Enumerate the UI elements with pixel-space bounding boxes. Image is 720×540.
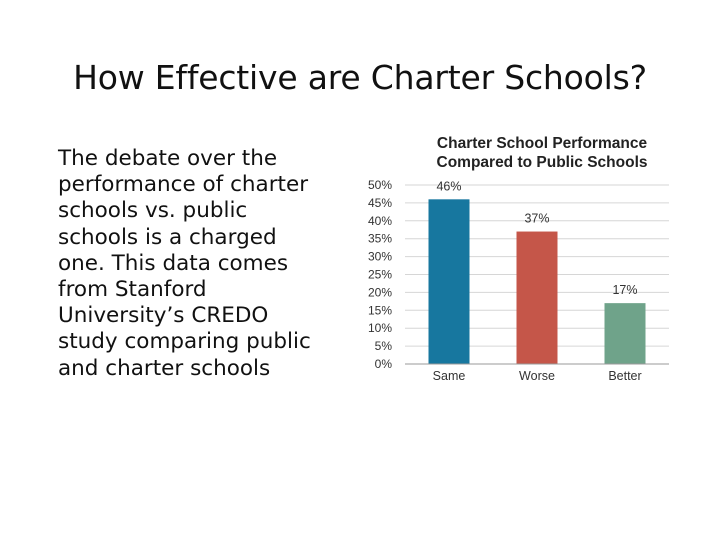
- data-label: 46%: [436, 179, 462, 194]
- bar-chart: [355, 128, 685, 390]
- y-tick-label: 20%: [367, 285, 392, 300]
- x-category-label: Better: [608, 369, 642, 383]
- y-tick-label: 35%: [367, 231, 392, 246]
- y-tick-label: 15%: [367, 303, 392, 318]
- y-tick-label: 45%: [367, 195, 392, 210]
- bar-better: [605, 303, 646, 364]
- y-tick-label: 50%: [367, 178, 392, 192]
- chart-title-line-1: Charter School Performance: [436, 135, 648, 152]
- y-tick-label: 10%: [367, 321, 392, 336]
- data-label: 37%: [524, 211, 550, 226]
- y-tick-label: 40%: [367, 213, 392, 228]
- y-tick-label: 25%: [367, 267, 392, 282]
- y-tick-label: 5%: [374, 339, 392, 354]
- bar-worse: [517, 232, 558, 364]
- x-category-label: Same: [432, 369, 466, 383]
- data-label: 17%: [612, 283, 638, 298]
- bar-same: [429, 199, 470, 364]
- slide-title: How Effective are Charter Schools?: [73, 58, 647, 97]
- chart-title-line-2: Compared to Public Schools: [436, 154, 648, 171]
- x-category-label: Worse: [519, 369, 555, 383]
- y-tick-label: 30%: [367, 249, 392, 264]
- y-tick-label: 0%: [374, 357, 392, 371]
- y-axis-ticks: [368, 178, 392, 371]
- slide-body-text: The debate over the performance of charter schools vs. public schools is a charged one. This data comes from Stanford University’s CREDO study comparing public and charter schools: [58, 146, 311, 381]
